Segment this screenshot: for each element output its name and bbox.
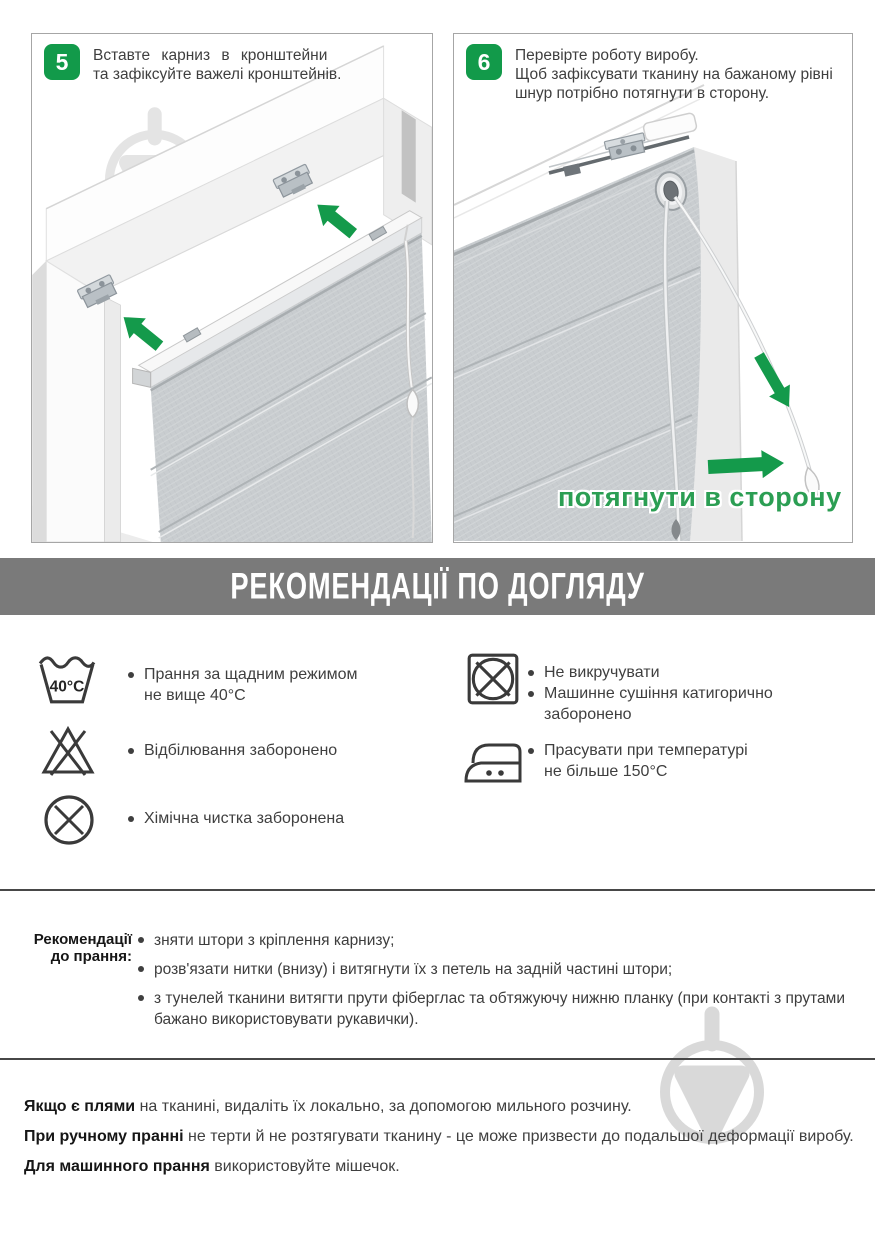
bullet-dot-icon [138,937,144,943]
step-5-line2: та зафіксуйте важелі кронштейнів. [93,66,342,83]
green-arrow-up-left-icon [309,195,361,244]
step-6-badge: 6 [466,44,502,80]
svg-text:40°C: 40°C [49,678,85,696]
step-6-panel [453,33,853,543]
step-5-badge: 5 [44,44,80,80]
bullet-dot-icon [138,995,144,1001]
bullet-dot-icon [128,748,134,754]
step-6-header [454,34,852,103]
step-5-text [93,44,341,84]
bullet-dot-icon [138,966,144,972]
footer-note-machinewash-text: використовуйте мішечок. [209,1158,400,1175]
care-iron-text [528,740,748,782]
no-dry-clean-circle-icon [41,792,97,848]
care-tumble-bullet1: Не викручувати [544,664,660,681]
footer-note-stains [24,1096,856,1118]
care-iron-line1: Прасувати при температурі [544,742,748,759]
care-bleach-line1: Відбілювання заборонено [144,742,338,759]
care-wash-line1: Прання за щадним режимом [144,666,358,683]
green-arrow-pull-icon [749,349,800,413]
care-wash-line2: не вище 40°С [144,687,246,704]
bullet-dot-icon [528,748,534,754]
list-item [138,930,854,951]
care-dryclean-text [128,808,344,829]
washing-recommendations-label [22,931,132,965]
step-6-line1: Перевірте роботу виробу. [515,47,699,64]
footer-note-handwash [24,1126,856,1148]
step-5-panel [31,33,433,543]
footer-note-stains-text: на тканині, видаліть їх локально, за допомогою мильного розчину. [135,1098,632,1115]
care-tumble-text [528,662,773,725]
footer-note-handwash-text: не терти й не розтягувати тканину - це може призвести до подальшої деформації виробу. [183,1128,854,1145]
bullet-dot-icon [528,670,534,676]
mounting-bracket [604,133,647,161]
step-5-illustration [32,34,432,542]
step-6-line3: шнур потрібно потягнути в сторону. [515,85,770,102]
care-iron-line2: не більше 150°С [544,763,668,780]
washing-label-line1: Рекомендації [33,931,132,948]
step-6-illustration [454,34,852,542]
care-tumble-bullet2-line2: заборонено [544,706,632,723]
no-tumble-dry-icon [464,650,522,708]
divider [0,889,875,891]
green-arrow-up-left-icon [115,307,167,356]
pull-aside-annotation: потягнути в сторону [558,482,842,512]
list-item [138,959,854,980]
bullet-dot-icon [128,672,134,678]
washing-label-line2: до прання: [50,948,132,965]
footer-note-machinewash-lead: Для машинного прання [24,1158,210,1175]
footer-note-handwash-lead: При ручному пранні [24,1128,184,1145]
care-dryclean-line1: Хімічна чистка заборонена [144,810,345,827]
no-bleach-triangle-icon [40,722,96,778]
washing-item-1: зняти штори з кріплення карнизу; [154,932,395,949]
care-tumble-bullet2-line1: Машинне сушіння катигорично [544,685,773,702]
bullet-dot-icon [528,691,534,697]
step-5-line1: Вставте карниз в кронштейни [93,47,328,64]
step-5-header [32,34,432,84]
divider [0,1058,875,1060]
care-bleach-text [128,740,337,761]
bullet-dot-icon [128,816,134,822]
footer-note-stains-lead: Якщо є плями [24,1098,136,1115]
wash-tub-40-icon [38,650,96,708]
iron-150-icon [462,734,524,786]
roman-shade [133,211,432,542]
care-banner-title: РЕКОМЕНДАЦІЇ ПО ДОГЛЯДУ [230,565,645,607]
step-6-text [515,44,833,103]
care-wash-text [128,664,358,706]
washing-item-3: з тунелей тканини витягти прути фіберглас та обтяжуючу нижню планку (при контакті з прутами бажано використовувати рукавички). [154,990,845,1028]
step-6-line2: Щоб зафіксувати тканину на бажаному рівні [515,66,833,83]
washing-item-2: розв'язати нитки (внизу) і витягнути їх з петель на задній частині штори; [154,961,673,978]
care-banner [0,558,875,615]
footer-note-machinewash [24,1156,856,1178]
